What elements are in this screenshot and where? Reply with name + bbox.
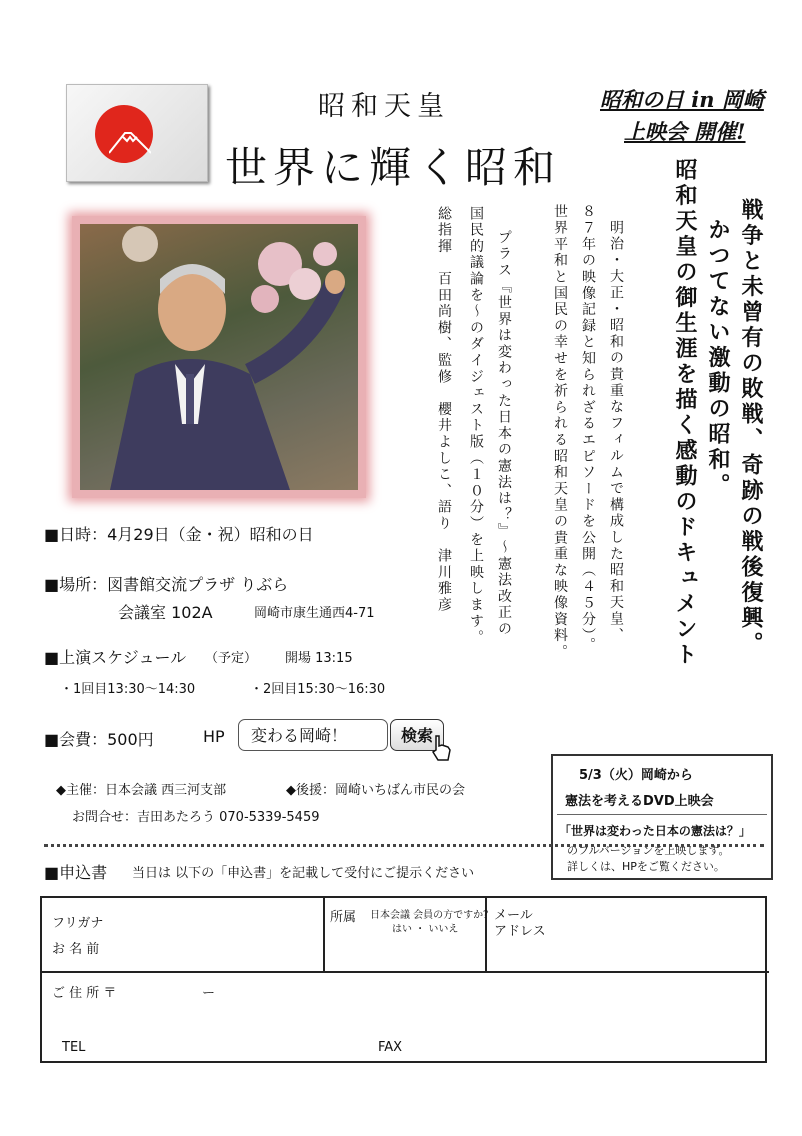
address-line: 岡崎市康生通西4-71 — [254, 606, 375, 621]
postal-dash: ー — [202, 986, 216, 1001]
sunrise-fuji-logo — [66, 84, 208, 182]
application-note: 当日は 以下の「申込書」を記載して受付にご提示ください — [132, 866, 475, 881]
place-line: ■場所：図書館交流プラザ りぶら — [44, 575, 289, 594]
fax-field[interactable]: FAX — [378, 1040, 403, 1055]
dvd-line-2: 憲法を考えるDVD上映会 — [565, 794, 714, 809]
email-field[interactable]: アドレス — [494, 924, 546, 939]
vertical-text-block — [423, 158, 783, 718]
page-title: 世界に輝く昭和 — [225, 143, 562, 192]
search-input[interactable]: 変わる岡崎！ — [238, 719, 388, 751]
dvd-event-box — [551, 754, 773, 880]
mount-fuji-icon — [109, 129, 151, 155]
vertical-heading-3: 昭和天皇の御生涯を描く感動のドキュメント — [672, 158, 698, 668]
fee-line: ■会費：500円 — [44, 730, 154, 749]
emperor-photo — [80, 224, 358, 490]
hand-pointer-icon — [428, 732, 458, 762]
schedule-label: ■上演スケジュール — [44, 648, 187, 667]
vertical-heading-1: 戦争と未曾有の敗戦、奇跡の戦後復興。 — [738, 198, 764, 657]
vertical-body-2: ８７年の映像記録と知られざるエピソードを公開（４５分）。 — [580, 204, 596, 654]
date-line: ■日時：4月29日（金・祝）昭和の日 — [44, 525, 314, 544]
search-button[interactable]: 検索 — [390, 719, 444, 751]
application-heading: ■申込書 — [44, 863, 108, 882]
cut-line — [44, 844, 764, 847]
dvd-line-4: のフルバージョンを上映します。 — [567, 844, 730, 857]
vertical-body-1: 明治・大正・昭和の貴重なフィルムで構成した昭和天皇、 — [608, 220, 624, 644]
schedule-note: （予定） — [205, 651, 258, 666]
vertical-body-4: プラス『世界は変わった日本の憲法は？』〜憲法改正の — [496, 230, 512, 638]
open-time: 開場 13:15 — [285, 651, 353, 666]
address-field[interactable]: ご 住 所 〒 — [52, 986, 117, 1001]
name-field[interactable]: お 名 前 — [52, 942, 100, 957]
furigana-label: フリガナ — [52, 916, 104, 931]
vertical-body-5: 国民的議論を〜のダイジェスト版（１０分）を上映します。 — [468, 206, 484, 647]
member-options[interactable]: はい ・ いいえ — [392, 924, 459, 935]
event-line-2: 上映会 開催! — [624, 119, 746, 144]
member-question: 日本会議 会員の方ですか？ — [370, 910, 494, 921]
dvd-line-3: 「世界は変わった日本の憲法は？」 — [559, 824, 751, 838]
photo-frame — [72, 216, 366, 498]
dvd-line-5: 詳しくは、HPをご覧ください。 — [567, 860, 725, 873]
vertical-credits: 総指揮 百田尚樹、監修 櫻井よしこ、語り 津川雅彦 — [436, 206, 452, 614]
dvd-line-1: 5/3（火）岡崎から — [579, 768, 693, 783]
event-line-1: 昭和の日 in 岡崎 — [600, 87, 764, 112]
affiliation-field[interactable]: 所属 — [330, 910, 357, 925]
page-subtitle: 昭和天皇 — [318, 91, 450, 122]
contact-line: お問合せ：吉田あたろう 070-5339-5459 — [72, 810, 320, 825]
host-line: ◆主催：日本会議 西三河支部 — [56, 783, 227, 798]
vertical-body-3: 世界平和と国民の幸せを祈られる昭和天皇の貴重な映像資料。 — [552, 204, 568, 661]
application-form — [40, 896, 767, 1063]
divider — [557, 814, 767, 815]
vertical-heading-2: かつてない激動の昭和。 — [705, 218, 731, 499]
room-line: 会議室 102A — [118, 603, 213, 622]
tel-field[interactable]: TEL — [62, 1040, 86, 1055]
hp-label: HP — [203, 727, 225, 746]
session-1: ・1回目13:30〜14:30 — [60, 682, 196, 697]
session-2: ・2回目15:30〜16:30 — [250, 682, 386, 697]
support-line: ◆後援：岡崎いちばん市民の会 — [286, 783, 465, 798]
mail-label-1: メール — [494, 908, 533, 923]
